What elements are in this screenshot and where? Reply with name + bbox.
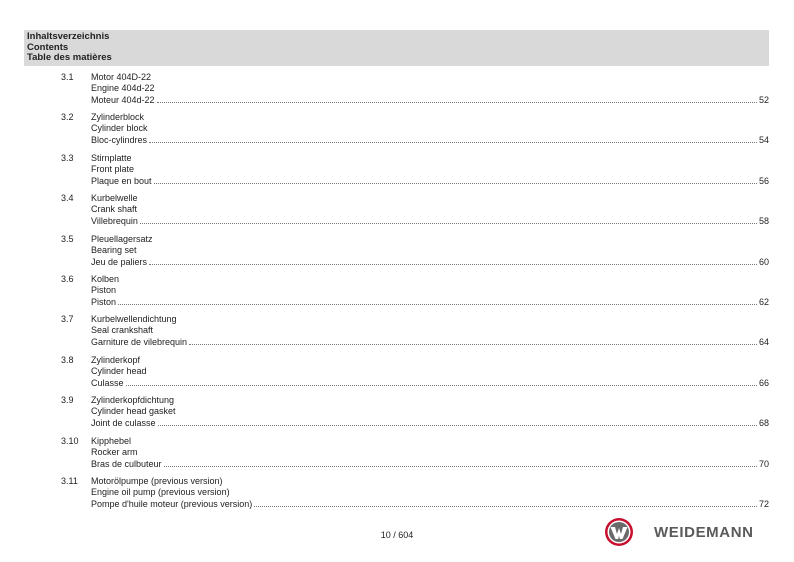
entry-title-fr: Bras de culbuteur — [91, 458, 162, 469]
toc-entry[interactable] — [24, 434, 769, 474]
dot-leader — [149, 134, 757, 143]
entry-page-number[interactable]: 54 — [758, 135, 769, 146]
entry-title-fr: Garniture de vilebrequin — [91, 337, 188, 348]
entry-title-de: Stirnplatte — [91, 152, 132, 163]
dot-leader — [154, 175, 757, 184]
entry-title-fr: Pompe d'huile moteur (previous version) — [91, 498, 253, 509]
entry-number: 3.3 — [61, 152, 74, 163]
entry-page-number[interactable]: 56 — [758, 175, 769, 186]
page-indicator: 10 / 604 — [380, 530, 414, 540]
header-title-fr: Table des matières — [27, 52, 112, 63]
toc-entry[interactable] — [24, 312, 769, 352]
toc-entry[interactable] — [24, 474, 769, 514]
entry-number: 3.8 — [61, 354, 74, 365]
entry-title-fr: Villebrequin — [91, 216, 138, 227]
toc-entry[interactable] — [24, 393, 769, 433]
entry-page-number[interactable]: 68 — [758, 418, 769, 429]
toc-list — [24, 70, 769, 514]
toc-entry[interactable] — [24, 272, 769, 312]
entry-page-number[interactable]: 64 — [758, 337, 769, 348]
entry-page-number[interactable]: 58 — [758, 216, 769, 227]
entry-title-en: Cylinder head gasket — [91, 406, 176, 417]
entry-number: 3.9 — [61, 395, 74, 406]
entry-title-de: Kipphebel — [91, 435, 132, 446]
entry-title-fr: Plaque en bout — [91, 175, 152, 186]
entry-title-en: Seal crankshaft — [91, 325, 154, 336]
entry-number: 3.7 — [61, 314, 74, 325]
entry-page-number[interactable]: 52 — [758, 95, 769, 105]
brand-logo — [604, 517, 754, 547]
entry-title-de: Motor 404D-22 — [91, 72, 152, 82]
dot-leader — [118, 296, 757, 305]
dot-leader — [149, 256, 757, 265]
entry-title-de: Pleuellagersatz — [91, 233, 153, 244]
toc-entry[interactable] — [24, 70, 769, 110]
entry-number: 3.5 — [61, 233, 74, 244]
toc-entry[interactable] — [24, 353, 769, 393]
entry-number: 3.6 — [61, 273, 74, 284]
entry-page-number[interactable]: 72 — [758, 498, 769, 509]
entry-title-de: Motorölpumpe (previous version) — [91, 475, 223, 486]
header-title-en: Contents — [27, 41, 69, 53]
dot-leader — [157, 94, 757, 103]
toc-entry[interactable] — [24, 110, 769, 150]
toc-entry[interactable] — [24, 232, 769, 272]
entry-page-number[interactable]: 62 — [758, 296, 769, 307]
entry-title-fr: Piston — [91, 296, 117, 307]
dot-leader — [164, 458, 757, 467]
dot-leader — [189, 336, 757, 345]
entry-title-fr: Joint de culasse — [91, 418, 156, 429]
header-title-de: Inhaltsverzeichnis — [27, 31, 110, 42]
entry-title-fr: Culasse — [91, 377, 124, 388]
entry-number: 3.11 — [61, 475, 78, 486]
entry-title-en: Front plate — [91, 163, 135, 174]
entry-number: 3.1 — [61, 72, 74, 82]
entry-page-number[interactable]: 60 — [758, 256, 769, 267]
entry-number: 3.2 — [61, 112, 74, 123]
entry-page-number[interactable]: 70 — [758, 458, 769, 469]
entry-title-de: Zylinderkopfdichtung — [91, 395, 175, 406]
brand-name: WEIDEMANN — [654, 523, 754, 541]
entry-title-fr: Bloc-cylindres — [91, 135, 148, 146]
dot-leader — [254, 498, 757, 507]
entry-title-en: Engine oil pump (previous version) — [91, 486, 230, 497]
entry-title-en: Cylinder head — [91, 365, 147, 376]
entry-title-de: Zylinderkopf — [91, 354, 141, 365]
entry-title-de: Kurbelwellendichtung — [91, 314, 177, 325]
toc-header — [24, 30, 769, 66]
weidemann-logo-icon — [604, 517, 634, 547]
dot-leader — [158, 417, 757, 426]
entry-title-fr: Moteur 404d-22 — [91, 95, 155, 105]
entry-title-en: Piston — [91, 284, 117, 295]
dot-leader — [140, 215, 757, 224]
entry-title-en: Crank shaft — [91, 204, 138, 215]
entry-page-number[interactable]: 66 — [758, 377, 769, 388]
entry-title-fr: Jeu de paliers — [91, 256, 148, 267]
entry-title-en: Bearing set — [91, 244, 137, 255]
entry-title-de: Kurbelwelle — [91, 193, 138, 204]
entry-title-de: Kolben — [91, 273, 120, 284]
entry-title-en: Cylinder block — [91, 123, 148, 134]
entry-number: 3.10 — [61, 435, 79, 446]
entry-title-de: Zylinderblock — [91, 112, 145, 123]
dot-leader — [126, 377, 757, 386]
toc-entry[interactable] — [24, 191, 769, 231]
entry-title-en: Engine 404d-22 — [91, 83, 155, 93]
entry-title-en: Rocker arm — [91, 446, 138, 457]
toc-entry[interactable] — [24, 151, 769, 191]
entry-number: 3.4 — [61, 193, 74, 204]
